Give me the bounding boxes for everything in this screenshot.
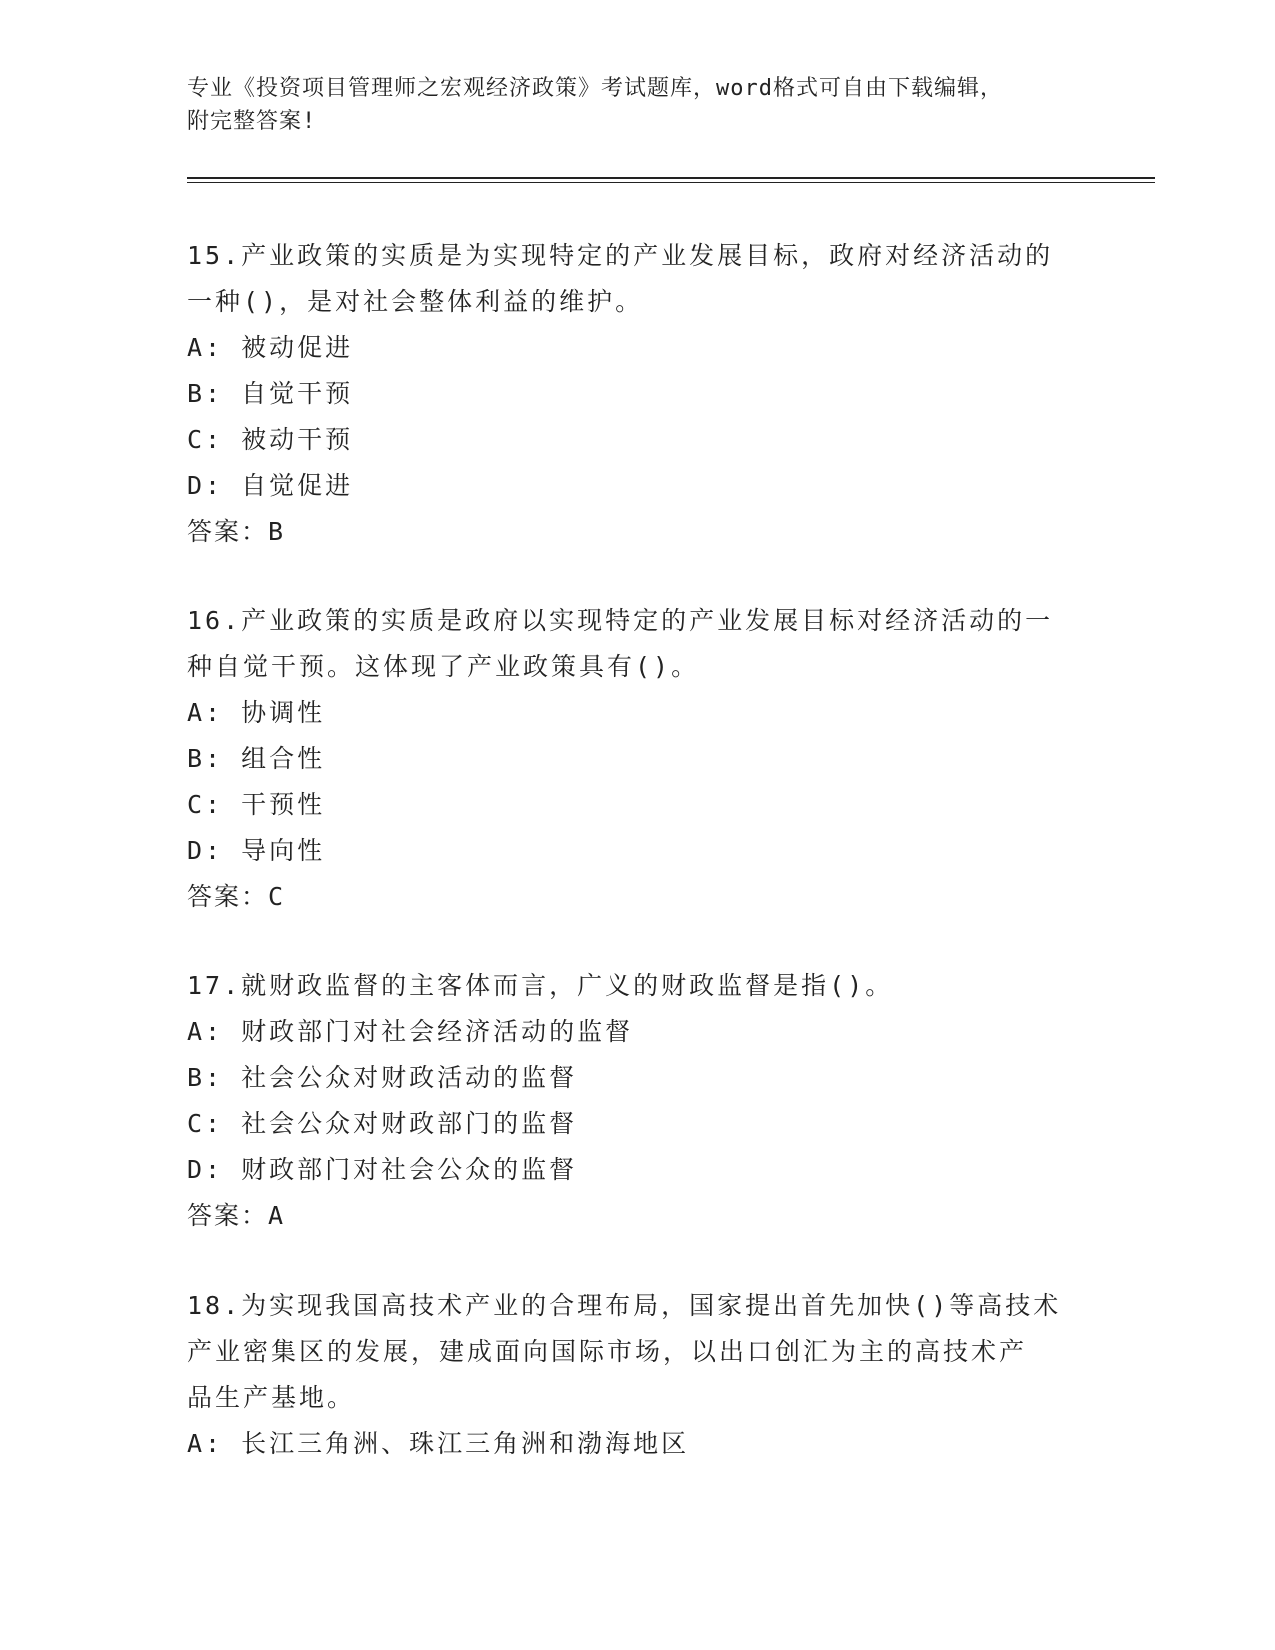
question-17: [187, 963, 1087, 1239]
header-divider-thin: [187, 182, 1155, 183]
answer-value: A: [268, 1201, 286, 1230]
option-a: A: 财政部门对社会经济活动的监督: [187, 1017, 634, 1046]
answer-line: [187, 874, 1087, 920]
option-b: B: 组合性: [187, 744, 326, 773]
option-a: A: 长江三角洲、珠江三角洲和渤海地区: [187, 1429, 690, 1458]
header-line-2: 附完整答案!: [187, 109, 317, 134]
answer-value: C: [268, 882, 286, 911]
answer-label: 答案：: [187, 517, 269, 546]
option-a: A: 被动促进: [187, 333, 354, 362]
answer-line: [187, 1193, 1087, 1239]
answer-label: 答案：: [187, 1201, 269, 1230]
question-stem-line: 18.为实现我国高技术产业的合理布局，国家提出首先加快()等高技术: [187, 1291, 1062, 1320]
option-b: B: 自觉干预: [187, 379, 354, 408]
option-d: D: 自觉促进: [187, 471, 354, 500]
question-stem-line: 品生产基地。: [187, 1383, 356, 1412]
document-header: [187, 72, 1067, 138]
header-line-1: 专业《投资项目管理师之宏观经济政策》考试题库，word格式可自由下载编辑，: [187, 76, 1003, 101]
option-b: B: 社会公众对财政活动的监督: [187, 1063, 578, 1092]
answer-line: [187, 509, 1087, 555]
question-stem-line: 15.产业政策的实质是为实现特定的产业发展目标，政府对经济活动的: [187, 241, 1054, 270]
option-d: D: 财政部门对社会公众的监督: [187, 1155, 578, 1184]
option-a: A: 协调性: [187, 698, 326, 727]
question-stem-line: 产业密集区的发展，建成面向国际市场，以出口创汇为主的高技术产: [187, 1337, 1028, 1366]
question-18: [187, 1283, 1087, 1467]
question-16: [187, 598, 1087, 920]
option-c: C: 干预性: [187, 790, 326, 819]
header-divider-thick: [187, 177, 1155, 179]
option-c: C: 社会公众对财政部门的监督: [187, 1109, 578, 1138]
option-c: C: 被动干预: [187, 425, 354, 454]
answer-label: 答案：: [187, 882, 269, 911]
option-d: D: 导向性: [187, 836, 326, 865]
question-15: [187, 233, 1087, 555]
question-stem-line: 一种()，是对社会整体利益的维护。: [187, 287, 644, 316]
question-stem-line: 17.就财政监督的主客体而言，广义的财政监督是指()。: [187, 971, 894, 1000]
answer-value: B: [268, 517, 286, 546]
question-stem-line: 16.产业政策的实质是政府以实现特定的产业发展目标对经济活动的一: [187, 606, 1054, 635]
question-stem-line: 种自觉干预。这体现了产业政策具有()。: [187, 652, 700, 681]
